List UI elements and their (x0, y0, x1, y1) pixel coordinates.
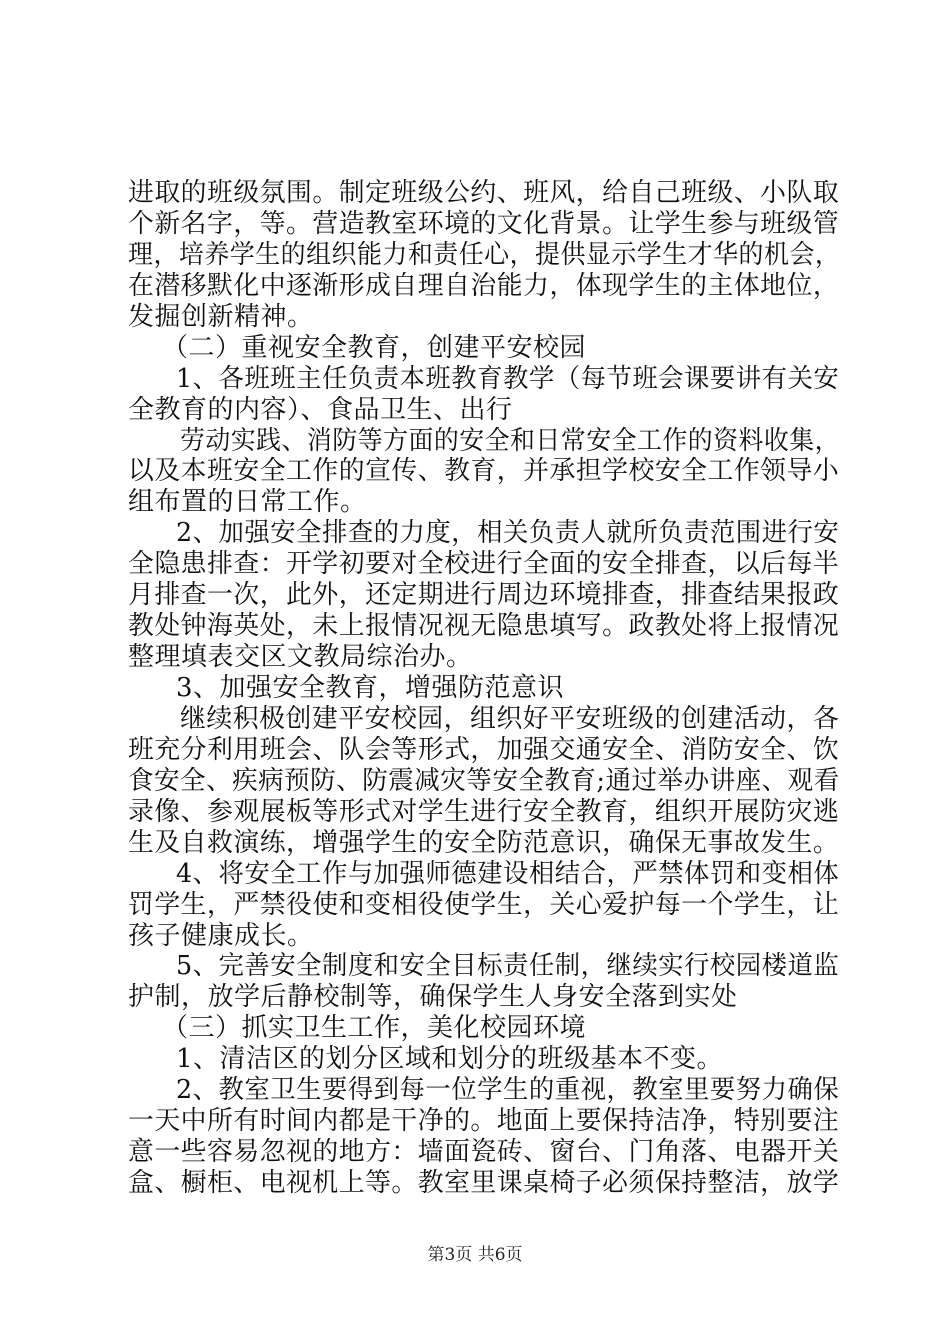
text-line: 劳动实践、消防等方面的安全和日常安全工作的资料收集， (180, 426, 841, 456)
text-line: 1、各班班主任负责本班教育教学（每节班会课要讲有关安 (176, 364, 840, 394)
text-line: 继续积极创建平安校园，组织好平安班级的创建活动，各 (180, 704, 840, 734)
text-line: 1、清洁区的划分区域和划分的班级基本不变。 (176, 1044, 724, 1074)
text-line: 全隐患排查：开学初要对全校进行全面的安全排查，以后每半 (128, 549, 840, 579)
section-heading: （二）重视安全教育，创建平安校园 (162, 333, 587, 363)
text-line: 3、加强安全教育，增强防范意识 (176, 673, 565, 703)
text-line: 生及自救演练，增强学生的安全防范意识，确保无事故发生。 (128, 828, 840, 858)
text-line: 孩子健康成长。 (128, 921, 314, 951)
text-line: 2、加强安全排查的力度，相关负责人就所负责范围进行安 (176, 518, 840, 548)
text-line: 盒、橱柜、电视机上等。教室里课桌椅子必须保持整洁，放学 (128, 1168, 840, 1198)
text-line: 4、将安全工作与加强师德建设相结合，严禁体罚和变相体 (176, 859, 840, 889)
text-line: 教处钟海英处，未上报情况视无隐患填写。政教处将上报情况 (128, 611, 840, 641)
text-line: 5、完善安全制度和安全目标责任制，继续实行校园楼道监 (176, 951, 840, 981)
section-heading: （三）抓实卫生工作，美化校园环境 (162, 1013, 587, 1043)
text-line: 全教育的内容）、食品卫生、出行 (128, 395, 513, 425)
text-line: 意一些容易忽视的地方：墙面瓷砖、窗台、门角落、电器开关 (128, 1137, 840, 1167)
text-line: 以及本班安全工作的宣传、教育，并承担学校安全工作领导小 (128, 456, 840, 486)
text-line: 罚学生，严禁役使和变相役使学生，关心爱护每一个学生，让 (128, 890, 840, 920)
text-line: 个新名字，等。营造教室环境的文化背景。让学生参与班级管 (128, 209, 840, 239)
text-line: 班充分利用班会、队会等形式，加强交通安全、消防安全、饮 (128, 735, 840, 765)
text-line: 理，培养学生的组织能力和责任心，提供显示学生才华的机会， (128, 240, 841, 270)
text-line: 月排查一次，此外，还定期进行周边环境排查，排查结果报政 (128, 580, 840, 610)
text-line: 护制，放学后静校制等，确保学生人身安全落到实处 (128, 982, 738, 1012)
text-line: 2、教室卫生要得到每一位学生的重视，教室里要努力确保 (176, 1075, 840, 1105)
text-line: 进取的班级氛围。制定班级公约、班风，给自己班级、小队取 (128, 178, 840, 208)
page-number-footer: 第3页 共6页 (427, 1245, 523, 1265)
text-line: 录像、参观展板等形式对学生进行安全教育，组织开展防灾逃 (128, 797, 840, 827)
text-line: 在潜移默化中逐渐形成自理自治能力，体现学生的主体地位， (128, 271, 840, 301)
text-line: 整理填表交区文教局综治办。 (128, 642, 473, 672)
text-line: 食安全、疾病预防、防震减灾等安全教育;通过举办讲座、观看 (128, 766, 840, 796)
text-line: 组布置的日常工作。 (128, 487, 367, 517)
text-line: 发掘创新精神。 (128, 302, 314, 332)
text-line: 一天中所有时间内都是干净的。地面上要保持洁净，特别要注 (128, 1106, 840, 1136)
